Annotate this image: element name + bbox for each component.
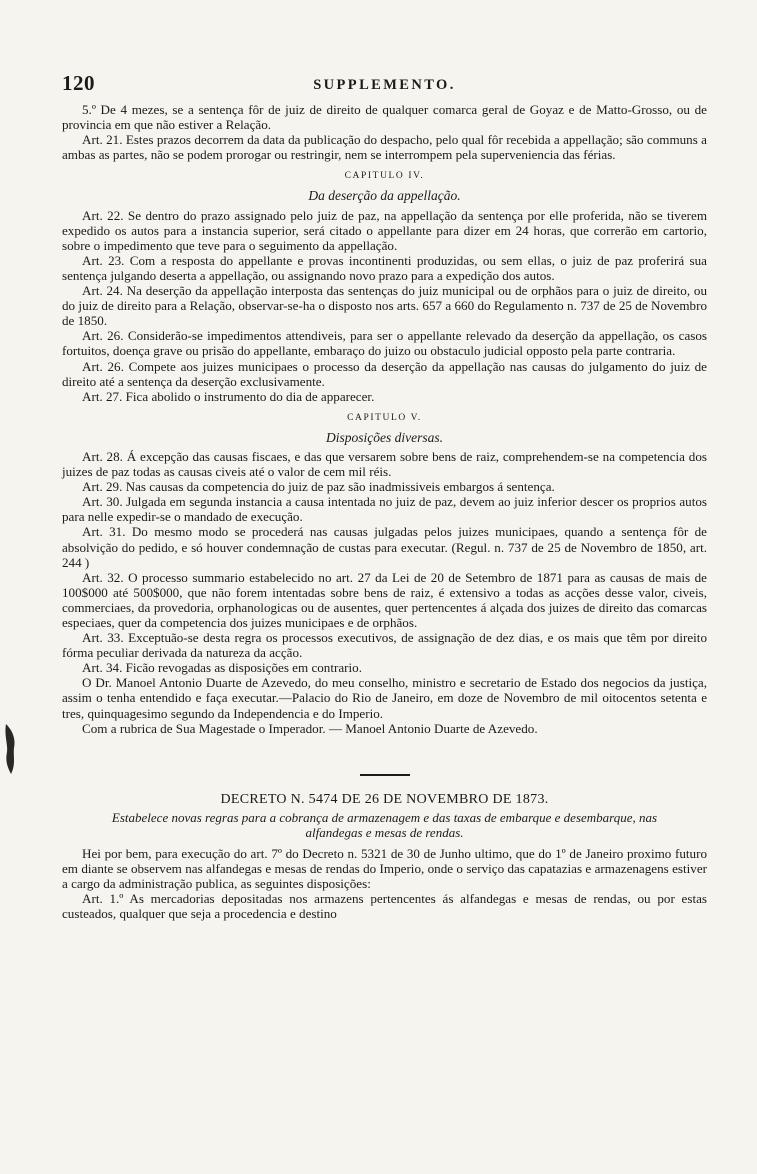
chapter-heading: CAPITULO IV. [344, 171, 425, 182]
page-header [62, 71, 707, 98]
section-divider [360, 774, 410, 776]
article: Art. 30. Julgada em segunda instancia a causa intentada no juiz de paz, devem ao juiz inferior descer os proprios autos para nelle expedir-se o mandado de execução. [62, 494, 707, 525]
margin-ink-mark [2, 722, 18, 776]
article: Art. 27. Fica abolido o instrumento do dia de apparecer. [82, 388, 375, 404]
article: Art. 22. Se dentro do prazo assignado pelo juiz de paz, na appellação da sentença por elle proferida, não se tiverem expedido os autos para a instancia superior, será citado o appellante para dizer em 24 horas, que correrão em cartorio, sobre o impedimento que teve para o seguimento da appellação. [62, 207, 707, 253]
signature-line: Com a rubrica de Sua Magestade o Imperador. — Manoel Antonio Duarte de Azevedo. [82, 720, 538, 736]
article: Art. 31. Do mesmo modo se procederá nas causas julgadas pelos juizes municipaes, quando a sentença fôr de absolvição do pedido, e só houver condemnação de custas para executar. (Regul. n. 737 de 25 de Novembro de 1850, art. 244 ) [62, 524, 707, 570]
article: Art. 34. Ficão revogadas as disposições em contrario. [82, 660, 362, 676]
article: Art. 26. Considerão-se impedimentos attendiveis, para ser o appellante relevado da deserção da appellação, os casos fortuitos, doença grave ou prisão do appellante, embaraço do juizo ou obstaculo judicial opposto pela parte contraria. [62, 328, 707, 359]
decree-summary: Estabelece novas regras para a cobrança de armazenagem e das taxas de embarque e desembarque, nas alfandegas e mesas de rendas. [111, 809, 658, 840]
paragraph: 5.º De 4 mezes, se a sentença fôr de juiz de direito de qualquer comarca geral de Goyaz e de Matto-Grosso, ou de provincia em que não estiver a Relação. [62, 102, 707, 133]
article: Art. 33. Exceptuão-se desta regra os processos executivos, de assignação de dez dias, e os mais que têm por direito fórma peculiar derivada da natureza da acção. [62, 630, 707, 661]
article: Art. 28. Á excepção das causas fiscaes, e das que versarem sobre bens de raiz, comprehendem-se na competencia dos juizes de paz todas as causas civeis até o valor de cem mil réis. [62, 448, 707, 480]
page [62, 71, 707, 922]
paragraph: Art. 21. Estes prazos decorrem da data da publicação do despacho, pelo qual fôr recebida a appellação; são communs a ambas as partes, não se podem prorogar ou restringir, nem se interrompem pela superveniencia das férias. [62, 132, 707, 163]
closing-paragraph: O Dr. Manoel Antonio Duarte de Azevedo, do meu conselho, ministro e secretario de Estado dos negocios da justiça, assim o tenha entendido e faça executar.—Palacio do Rio de Janeiro, em doze de Novembro de mil oitocentos setenta e tres, quinquagesimo segundo da Independencia e do Imperio. [62, 675, 707, 721]
chapter-title: Disposições diversas. [326, 429, 443, 445]
chapter-heading: CAPITULO V. [347, 412, 422, 423]
chapter-title: Da deserção da appellação. [308, 188, 461, 204]
article: Art. 24. Na deserção da appellação interposta das sentenças do juiz municipal ou de orphãos para o juiz de direito, ou do juiz de direito para a Relação, observar-se-ha o disposto nos arts. 657 a 660 do Regulamento n. 737 de 25 de Novembro de 1850. [62, 283, 707, 329]
article: Art. 32. O processo summario estabelecido no art. 27 da Lei de 20 de Setembro de 1871 para as causas de mais de 100$000 até 500$000, que não forem intentadas sobre bens de raiz, é extensivo a todas as acções desse valor, civeis, commerciaes, da provedoria, orphanologicas ou de ausentes, quer pertencentes á alçada dos juizes de direito das comarcas especiaes, quer da competencia dos juizes municipaes e de orphãos. [62, 569, 707, 630]
decree-preamble: Hei por bem, para execução do art. 7º do Decreto n. 5321 de 30 de Junho ultimo, que do 1º de Janeiro proximo futuro em diante se observem nas alfandegas e mesas de rendas do Imperio, onde o serviço das capatazias e armazenagens estiver a cargo da administração publica, as seguintes disposições: [62, 845, 707, 892]
running-head: SUPPLEMENTO. [313, 77, 456, 93]
decree-title: DECRETO N. 5474 DE 26 DE NOVEMBRO DE 1873. [220, 791, 549, 807]
article: Art. 26. Compete aos juizes municipaes o processo da deserção da appellação nas causas do julgamento do juiz de direito até a sentença da deserção exclusivamente. [62, 358, 707, 389]
article: Art. 29. Nas causas da competencia do juiz de paz são inadmissiveis embargos á sentença. [82, 479, 555, 495]
page-number: 120 [62, 71, 95, 95]
article: Art. 23. Com a resposta do appellante e provas incontinenti produzidas, ou sem ellas, o juiz de paz proferirá sua sentença julgando deserta a appellação, ou assignando novo prazo para a expedição dos autos. [62, 252, 707, 283]
article: Art. 1.º As mercadorias depositadas nos armazens pertencentes ás alfandegas e mesas de rendas, ou por estas custeados, qualquer que seja a procedencia e destino [62, 891, 707, 922]
